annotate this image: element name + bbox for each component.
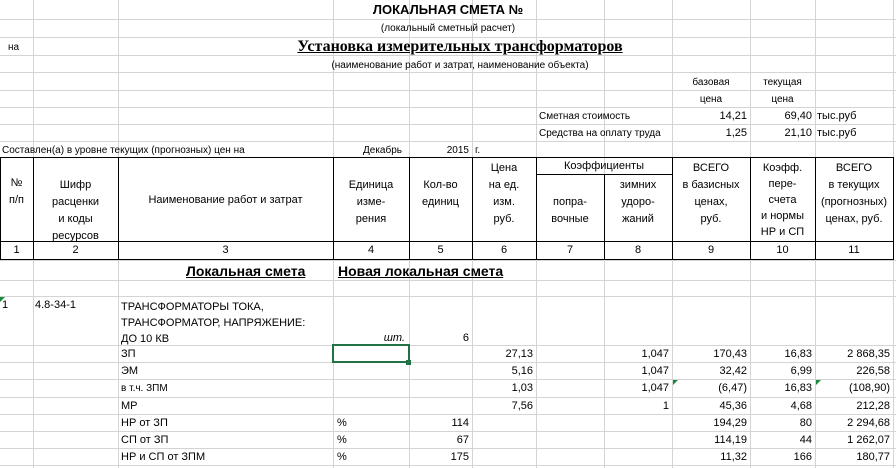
col-header-qty bbox=[409, 177, 472, 211]
row-total-base: 11,32 bbox=[720, 451, 747, 463]
header-line: (прогнозных) bbox=[820, 196, 888, 208]
header-line: счета bbox=[768, 194, 797, 206]
object-title: Установка измерительных трансформаторов bbox=[297, 38, 623, 55]
row-name: МР bbox=[121, 400, 138, 412]
header-line: и нормы bbox=[761, 210, 804, 222]
header-line: № bbox=[10, 177, 23, 189]
col-number: 5 bbox=[437, 244, 444, 256]
item-unit: шт. bbox=[383, 332, 405, 344]
col-number: 1 bbox=[13, 244, 20, 256]
header-line: Коэфф. bbox=[762, 162, 803, 174]
item-name-line: ТРАНСФОРМАТОР, НАПРЯЖЕНИЕ: bbox=[121, 317, 306, 329]
gridline bbox=[0, 280, 896, 281]
col-header-unit bbox=[333, 177, 409, 228]
table-border bbox=[0, 241, 894, 242]
col-number: 9 bbox=[707, 244, 715, 256]
row-total-base: (6,47) bbox=[718, 382, 747, 394]
row-price: 7,56 bbox=[511, 400, 533, 412]
col-header-total-base bbox=[672, 160, 750, 228]
gridline bbox=[0, 124, 896, 125]
row-total-current: 2 294,68 bbox=[847, 417, 890, 429]
header-line: попра- bbox=[553, 196, 587, 208]
header-line: ресурсов bbox=[52, 230, 99, 242]
row-total-current: 1 262,07 bbox=[847, 434, 890, 446]
header-line: Единица bbox=[348, 179, 394, 191]
col-header-num bbox=[0, 177, 33, 207]
col-number: 8 bbox=[634, 244, 642, 256]
header-line: п/п bbox=[9, 194, 24, 206]
table-border bbox=[0, 259, 894, 260]
selected-cell[interactable] bbox=[332, 344, 410, 363]
estimate-cost-label: Сметная стоимость bbox=[539, 111, 631, 122]
header-line: руб. bbox=[700, 213, 722, 225]
section-label: Локальная смета bbox=[186, 263, 306, 279]
base-price-label: базовая bbox=[692, 77, 730, 88]
section-name: Новая локальная смета bbox=[338, 263, 504, 279]
header-line: ценах, bbox=[694, 196, 728, 208]
col-header-correction bbox=[536, 194, 604, 228]
col-header-winter bbox=[604, 177, 672, 228]
row-conversion: 4,68 bbox=[790, 400, 812, 412]
gridline bbox=[0, 296, 896, 297]
row-name: ЭМ bbox=[121, 365, 139, 377]
gridline bbox=[0, 448, 896, 449]
row-winter-coef: 1,047 bbox=[641, 365, 669, 377]
gridline bbox=[0, 379, 896, 380]
row-total-base: 45,36 bbox=[719, 400, 747, 412]
row-conversion: 80 bbox=[799, 417, 812, 429]
header-line: удоро- bbox=[621, 196, 655, 208]
row-total-base: 194,29 bbox=[713, 417, 747, 429]
gridline bbox=[0, 90, 896, 91]
gridline bbox=[0, 362, 896, 363]
row-total-base: 32,42 bbox=[719, 365, 747, 377]
header-line: жаний bbox=[622, 213, 654, 225]
gridline bbox=[0, 431, 896, 432]
labor-cost-unit: тыс.руб bbox=[817, 127, 857, 139]
compiled-label: Составлен(а) в уровне текущих (прогнозных) цен на bbox=[2, 145, 245, 156]
page-subtitle: (локальный сметный расчет) bbox=[380, 23, 516, 34]
gridline bbox=[0, 107, 896, 108]
row-name: в т.ч. ЗПМ bbox=[121, 383, 168, 394]
gridline bbox=[0, 465, 896, 466]
col-number: 3 bbox=[222, 244, 229, 256]
col-header-price bbox=[472, 160, 536, 228]
header-line: в базисных bbox=[682, 179, 740, 191]
row-price: 1,03 bbox=[511, 382, 533, 394]
labor-cost-base: 1,25 bbox=[725, 127, 747, 139]
row-price: 5,16 bbox=[511, 365, 533, 377]
compiled-month: Декабрь bbox=[363, 145, 402, 156]
header-line: руб. bbox=[493, 213, 515, 225]
gridline bbox=[0, 19, 896, 20]
base-price-label: цена bbox=[699, 94, 723, 105]
row-price: 27,13 bbox=[505, 348, 533, 360]
object-caption: (наименование работ и затрат, наименование объекта) bbox=[331, 60, 589, 71]
item-qty: 6 bbox=[462, 332, 469, 344]
col-header-total-current bbox=[815, 160, 893, 228]
header-line: и коды bbox=[58, 213, 93, 225]
estimate-cost-unit: тыс.руб bbox=[817, 110, 857, 122]
table-border bbox=[893, 157, 894, 260]
row-total-current: 2 868,35 bbox=[847, 348, 890, 360]
header-line: в текущих bbox=[828, 179, 880, 191]
col-number: 11 bbox=[848, 244, 860, 256]
gridline bbox=[0, 72, 896, 73]
header-line: вочные bbox=[551, 213, 589, 225]
item-name-line: ТРАНСФОРМАТОРЫ ТОКА, bbox=[121, 301, 264, 313]
estimate-cost-base: 14,21 bbox=[719, 110, 747, 122]
header-line: Цена bbox=[490, 162, 518, 174]
row-conversion: 6,99 bbox=[790, 365, 812, 377]
header-line: ВСЕГО bbox=[835, 162, 873, 174]
col-number: 4 bbox=[367, 244, 375, 256]
table-border bbox=[0, 157, 894, 158]
row-unit: % bbox=[337, 434, 347, 446]
row-conversion: 44 bbox=[799, 434, 812, 446]
col-header-conversion bbox=[750, 160, 815, 240]
compiled-year-suffix: г. bbox=[475, 145, 481, 156]
header-line: зимних bbox=[619, 179, 657, 191]
current-price-label: цена bbox=[771, 94, 794, 105]
col-number: 2 bbox=[72, 244, 79, 256]
row-name: НР от ЗП bbox=[121, 417, 168, 429]
item-code: 4.8-34-1 bbox=[35, 299, 76, 311]
col-number: 7 bbox=[566, 244, 574, 256]
row-name: НР и СП от ЗПМ bbox=[121, 451, 206, 463]
gridline bbox=[0, 141, 896, 142]
row-total-current: (108,90) bbox=[849, 382, 890, 394]
header-line: пере- bbox=[768, 178, 797, 190]
row-qty: 114 bbox=[451, 417, 469, 429]
row-unit: % bbox=[337, 417, 347, 429]
row-qty: 175 bbox=[450, 451, 469, 463]
header-line: Кол-во bbox=[423, 179, 458, 191]
header-line: Шифр bbox=[59, 179, 92, 191]
item-number: 1 bbox=[2, 299, 9, 311]
row-total-current: 226,58 bbox=[856, 365, 890, 377]
header-line: изме- bbox=[356, 196, 386, 208]
page-title: ЛОКАЛЬНАЯ СМЕТА № bbox=[372, 2, 524, 17]
col-number: 6 bbox=[500, 244, 508, 256]
header-line: рения bbox=[355, 213, 387, 225]
estimate-cost-current: 69,40 bbox=[784, 110, 812, 122]
row-total-current: 180,77 bbox=[856, 451, 890, 463]
col-header-name: Наименование работ и затрат bbox=[148, 194, 303, 206]
col-number: 10 bbox=[776, 244, 789, 256]
row-winter-coef: 1,047 bbox=[641, 348, 669, 360]
header-line: на ед. bbox=[488, 179, 520, 191]
header-line: НР и СП bbox=[760, 226, 805, 238]
na-label: на bbox=[8, 42, 20, 53]
row-total-current: 212,28 bbox=[856, 400, 890, 412]
col-header-coef-group: Коэффициенты bbox=[564, 160, 644, 172]
labor-cost-label: Средства на оплату труда bbox=[539, 128, 661, 139]
row-conversion: 16,83 bbox=[784, 348, 812, 360]
header-line: ВСЕГО bbox=[692, 162, 730, 174]
item-name-line: ДО 10 КВ bbox=[121, 333, 170, 345]
gridline bbox=[0, 414, 896, 415]
compiled-year: 2015 bbox=[446, 145, 469, 156]
row-total-base: 170,43 bbox=[713, 348, 747, 360]
header-line: ценах, руб. bbox=[825, 213, 883, 225]
row-qty: 67 bbox=[456, 434, 469, 446]
row-unit: % bbox=[337, 451, 347, 463]
row-conversion: 16,83 bbox=[784, 382, 812, 394]
fill-handle[interactable] bbox=[406, 360, 411, 365]
row-name: ЗП bbox=[121, 348, 136, 360]
row-name: СП от ЗП bbox=[121, 434, 169, 446]
row-winter-coef: 1,047 bbox=[641, 382, 669, 394]
gridline bbox=[0, 397, 896, 398]
item-name bbox=[121, 299, 305, 347]
row-total-base: 114,19 bbox=[714, 434, 747, 446]
header-line: расценки bbox=[51, 196, 100, 208]
row-conversion: 166 bbox=[793, 451, 812, 463]
labor-cost-current: 21,10 bbox=[784, 127, 812, 139]
header-line: изм. bbox=[493, 196, 515, 208]
col-header-code bbox=[33, 177, 118, 245]
row-winter-coef: 1 bbox=[662, 400, 669, 412]
gridline bbox=[0, 260, 896, 261]
header-line: единиц bbox=[422, 196, 459, 208]
current-price-label: текущая bbox=[763, 77, 802, 88]
